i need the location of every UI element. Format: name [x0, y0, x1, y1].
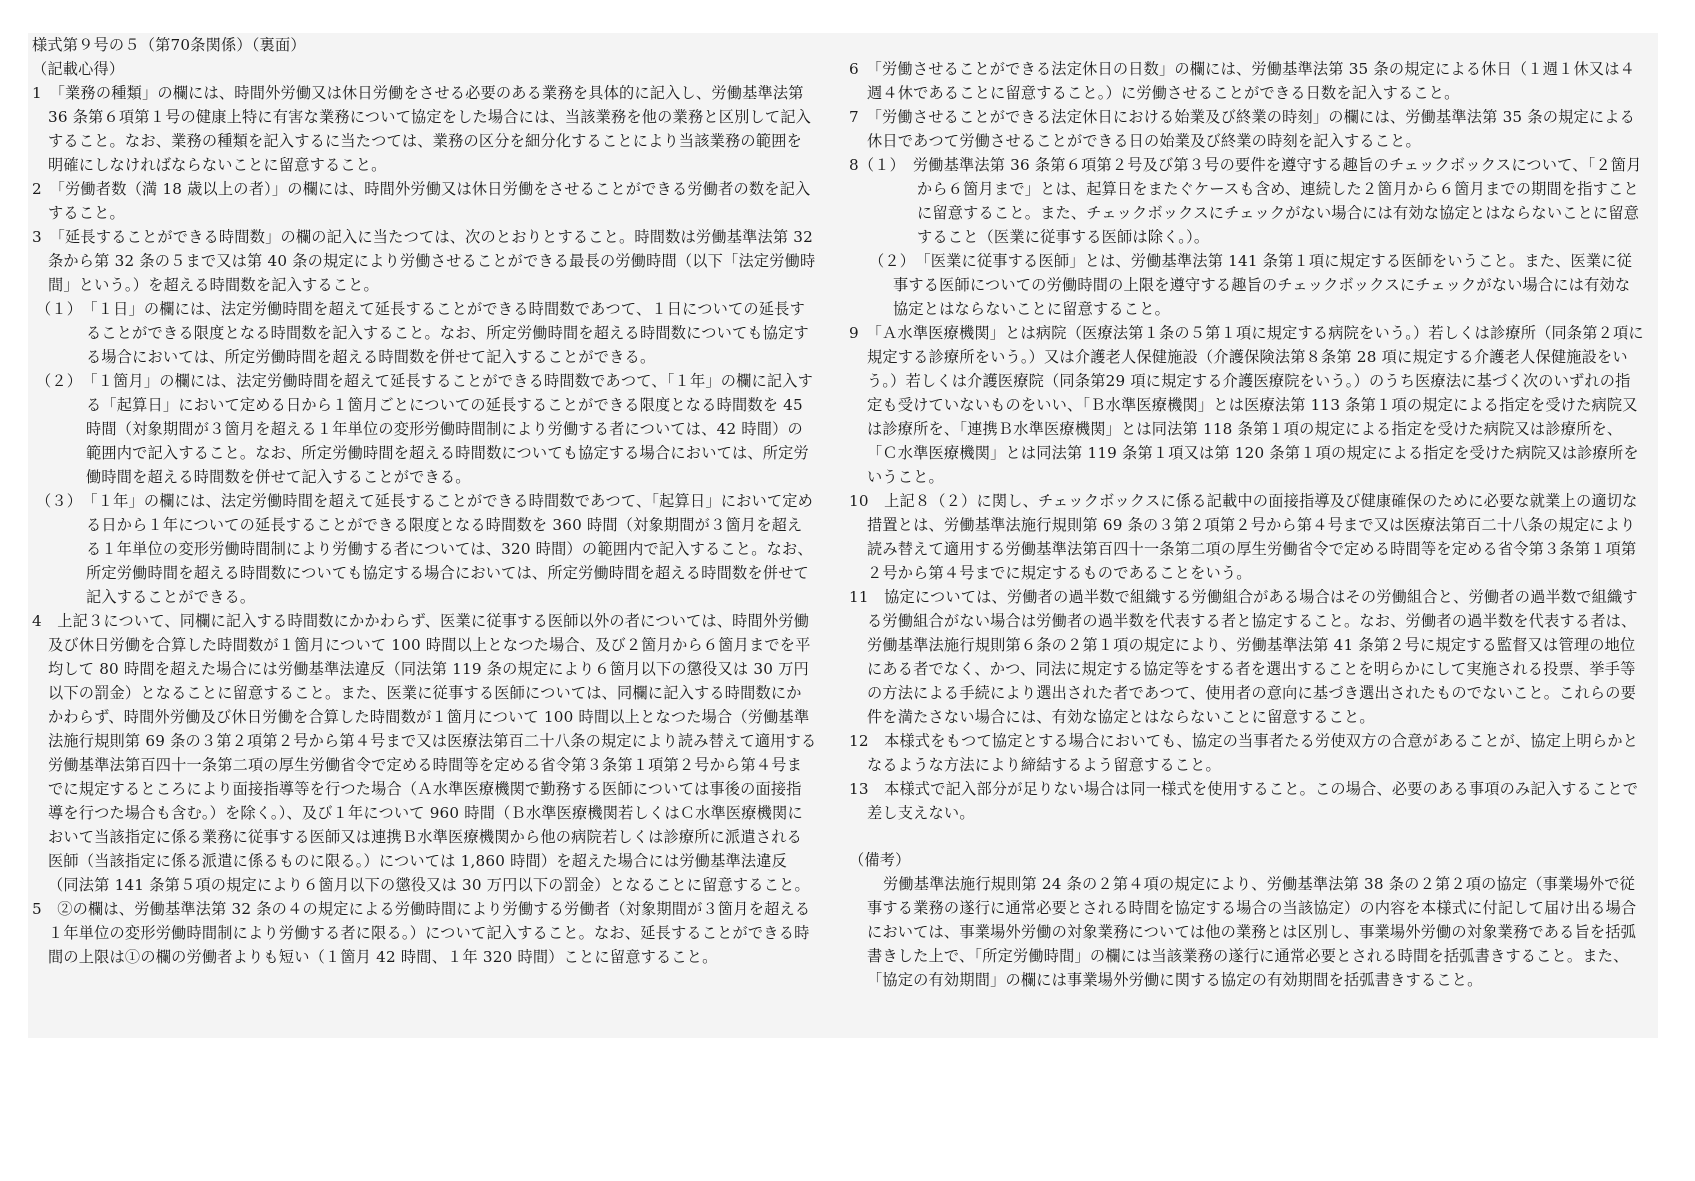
instruction-8-1: 8（１） 労働基準法第 36 条第６項第２号及び第３号の要件を遵守する趣旨のチェックボックスについて、「２箇月から６箇月まで」とは、起算日をまたぐケースも含め、連続した２箇月から６箇月までの期間を指すことに留意すること。また、チェックボックスにチェックがない場合には有効な協定とはならないことに留意すること（医業に従事する医師は除く。）。: [849, 156, 1642, 246]
instruction-12: 12 本様式をもつて協定とする場合においても、協定の当事者たる労使双方の合意があることが、協定上明らかとなるような方法により締結するよう留意すること。: [849, 732, 1639, 774]
instruction-11: 11 協定については、労働者の過半数で組織する労働組合がある場合はその労働組合と、労働者の過半数で組織する労働組合がない場合は労働者の過半数を代表する者と協定すること。なお、労働者の過半数を代表する者は、労働基準法施行規則第６条の２第１項の規定により、労働基準法第 41 条第２号に規定する監督又は管理の地位にある者でなく、かつ、同法に規定する協定等をする者を選出することを明らかにして実施される投票、挙手等の方法による手続により選出された者であつて、使用者の意向に基づき選出されたものでないこと。これらの要件を満たさない場合には、有効な協定とはならないことに留意すること。: [849, 588, 1638, 726]
instruction-3-1: （１） 「１日」の欄には、法定労働時間を超えて延長することができる時間数であつて、１日についての延長することができる限度となる時間数を記入すること。なお、所定労働時間を超える時間数についても協定する場合においては、所定労働時間を超える時間数を併せて記入することができる。: [36, 300, 809, 366]
instruction-6: 6 「労働させることができる法定休日の日数」の欄には、労働基準法第 35 条の規定による休日（１週１休又は４週４休であることに留意すること。）に労働させることができる日数を記入すること。: [849, 60, 1636, 102]
instruction-13: 13 本様式で記入部分が足りない場合は同一様式を使用すること。この場合、必要のある事項のみ記入することで差し支えない。: [849, 780, 1639, 822]
spacer: [849, 33, 1644, 57]
instruction-1: 1 「業務の種類」の欄には、時間外労働又は休日労働をさせる必要のある業務を具体的に記入し、労働基準法第 36 条第６項第１号の健康上特に有害な業務について協定をした場合には、当該業務を他の業務と区別して記入すること。なお、業務の種類を記入するに当たつては、業務の区分を細分化することにより当該業務の範囲を明確にしなければならないことに留意すること。: [32, 84, 812, 174]
instruction-3-2: （２） 「１箇月」の欄には、法定労働時間を超えて延長することができる時間数であつて、「１年」の欄に記入する「起算日」において定める日から１箇月ごとについての延長することができる限度となる時間数を 45 時間（対象期間が３箇月を超える１年単位の変形労働時間制により労働する者については、42 時間）の範囲内で記入すること。なお、所定労働時間を超える時間数についても協定する場合においては、所定労働時間を超える時間数を併せて記入することができる。: [36, 372, 814, 486]
instruction-3-3: （３） 「１年」の欄には、法定労働時間を超えて延長することができる時間数であつて、「起算日」において定める日から１年についての延長することができる限度となる時間数を 360 時間（対象期間が３箇月を超える１年単位の変形労働時間制により労働する者については、320 時間）の範囲内で記入すること。なお、所定労働時間を超える時間数についても協定する場合においては、所定労働時間を超える時間数を併せて記入することができる。: [36, 492, 814, 606]
instruction-5: 5 ②の欄は、労働基準法第 32 条の４の規定による労働時間により労働する労働者（対象期間が３箇月を超える１年単位の変形労働時間制により労働する者に限る。）について記入すること。なお、延長することができる時間の上限は①の欄の労働者よりも短い（１箇月 42 時間、１年 320 時間）ことに留意すること。: [32, 900, 811, 966]
instruction-10: 10 上記８（２）に関し、チェックボックスに係る記載中の面接指導及び健康確保のために必要な就業上の適切な措置とは、労働基準法施行規則第 69 条の３第２項第２号から第４号まで又は医療法第百二十八条の規定により読み替えて適用する労働基準法第百四十一条第二項の厚生労働省令で定める時間等を定める省令第３条第１項第２号から第４号までに規定するものであることをいう。: [849, 492, 1638, 582]
section-title: （記載心得）: [32, 60, 125, 78]
instruction-2: 2 「労働者数（満 18 歳以上の者）」の欄には、時間外労働又は休日労働をさせることができる労働者の数を記入すること。: [32, 180, 811, 222]
right-column: [849, 33, 1644, 992]
remarks-text: 労働基準法施行規則第 24 条の２第４項の規定により、労働基準法第 38 条の２第２項の協定（事業場外で従事する業務の遂行に通常必要とされる時間を協定する場合の当該協定）の内容を本様式に付記して届け出る場合においては、事業場外労働の対象業務については他の業務とは区別し、事業場外労働の対象業務である旨を括弧書きした上で、「所定労働時間」の欄には当該業務の遂行に通常必要とされる時間を括弧書きすること。また、「協定の有効期間」の欄には事業場外労働に関する協定の有効期間を括弧書きすること。: [867, 875, 1637, 989]
remarks-gap: [849, 825, 1644, 848]
document-sheet: [28, 33, 1658, 1038]
left-column: [32, 33, 817, 969]
instruction-3: 3 「延長することができる時間数」の欄の記入に当たつては、次のとおりとすること。時間数は労働基準法第 32 条から第 32 条の５まで又は第 40 条の規定により労働させることができる最長の労働時間（以下「法定労働時間」という。）を超える時間数を記入すること。: [32, 228, 816, 294]
remarks-title: （備考）: [849, 851, 911, 869]
instruction-4: 4 上記３について、同欄に記入する時間数にかかわらず、医業に従事する医師以外の者については、時間外労働及び休日労働を合算した時間数が１箇月について 100 時間以上となつた場合、及び２箇月から６箇月までを平均して 80 時間を超えた場合には労働基準法違反（同法第 119 条の規定により６箇月以下の懲役又は 30 万円以下の罰金）となることに留意すること。また、医業に従事する医師については、同欄に記入する時間数にかかわらず、時間外労働及び休日労働を合算した時間数が１箇月について 100 時間以上となつた場合（労働基準法施行規則第 69 条の３第２項第２号から第４号まで又は医療法第百二十八条の規定により読み替えて適用する労働基準法第百四十一条第二項の厚生労働省令で定める時間等を定める省令第３条第１項第２号から第４号までに規定するところにより面接指導等を行つた場合（Ａ水準医療機関で勤務する医師については事後の面接指導を行つた場合も含む。）を除く。）、及び１年について 960 時間（Ｂ水準医療機関若しくはＣ水準医療機関において当該指定に係る業務に従事する医師又は連携Ｂ水準医療機関から他の病院若しくは診療所に派遣される医師（当該指定に係る派遣に係るものに限る。）については 1,860 時間）を超えた場合には労働基準法違反（同法第 141 条第５項の規定により６箇月以下の懲役又は 30 万円以下の罰金）となることに留意すること。: [32, 612, 817, 894]
instruction-9: 9 「Ａ水準医療機関」とは病院（医療法第１条の５第１項に規定する病院をいう。）若しくは診療所（同条第２項に規定する診療所をいう。）又は介護老人保健施設（介護保険法第８条第 28 項に規定する介護老人保健施設をいう。）若しくは介護医療院（同条第29 項に規定する介護医療院をいう。）のうち医療法に基づく次のいずれの指定も受けていないものをいい、「Ｂ水準医療機関」とは医療法第 113 条第１項の規定による指定を受けた病院又は診療所を、「連携Ｂ水準医療機関」とは同法第 118 条第１項の規定による指定を受けた病院又は診療所を、「Ｃ水準医療機関」とは同法第 119 条第１項又は第 120 条第１項の規定による指定を受けた病院又は診療所をいうこと。: [849, 324, 1644, 486]
instruction-8-2: （２） 「医業に従事する医師」とは、労働基準法第 141 条第１項に規定する医師をいうこと。また、医業に従事する医師についての労働時間の上限を遵守する趣旨のチェックボックスにチェックがない場合には有効な協定とはならないことに留意すること。: [869, 252, 1633, 318]
instruction-7: 7 「労働させることができる法定休日における始業及び終業の時刻」の欄には、労働基準法第 35 条の規定による休日であつて労働させることができる日の始業及び終業の時刻を記入すること。: [849, 108, 1636, 150]
form-header: 様式第９号の５（第70条関係）（裏面）: [32, 36, 306, 54]
